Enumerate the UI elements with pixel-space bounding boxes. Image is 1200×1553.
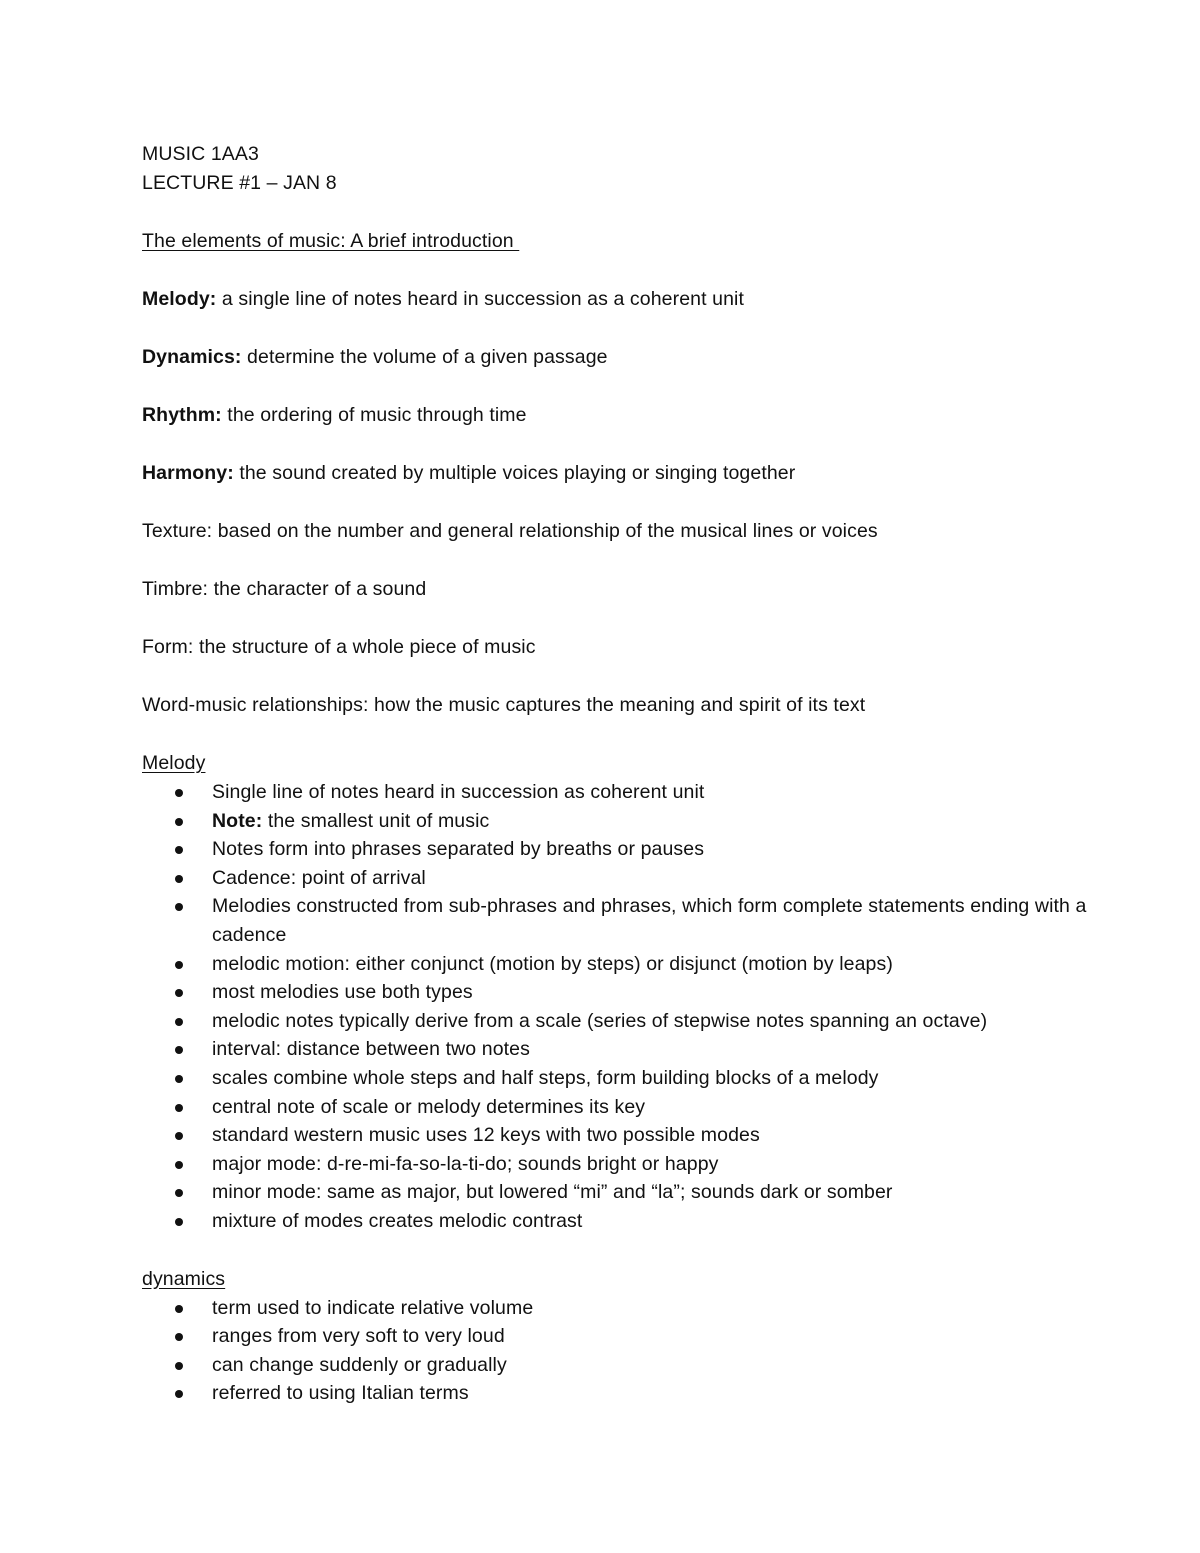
dynamics-heading: dynamics xyxy=(142,1267,226,1290)
melody-heading: Melody xyxy=(142,752,206,774)
list-item xyxy=(142,1093,1102,1122)
spacer xyxy=(142,720,1102,749)
bullet-dot-icon xyxy=(175,1046,183,1054)
definition-term: Word-music relationships: xyxy=(142,694,369,716)
definition-item xyxy=(142,691,1102,720)
definition-term: Dynamics: xyxy=(142,346,242,368)
list-item-text: the smallest unit of music xyxy=(262,809,490,832)
list-item xyxy=(142,807,1102,836)
definition-item xyxy=(142,517,1102,546)
dynamics-bullet-list xyxy=(142,1294,1102,1408)
definition-term: Rhythm: xyxy=(142,404,222,426)
bullet-dot-icon xyxy=(175,1362,183,1370)
bullet-dot-icon xyxy=(175,789,183,797)
list-item xyxy=(142,1379,1102,1408)
list-item xyxy=(142,1150,1102,1179)
bullet-dot-icon xyxy=(175,875,183,883)
list-item xyxy=(142,864,1102,893)
list-item-text: Cadence: point of arrival xyxy=(212,866,426,889)
bullet-dot-icon xyxy=(175,1305,183,1313)
bullet-dot-icon xyxy=(175,1132,183,1140)
list-item-text: referred to using Italian terms xyxy=(212,1382,469,1405)
list-item xyxy=(142,950,1102,979)
spacer xyxy=(142,1236,1102,1265)
definition-item xyxy=(142,401,1102,430)
definition-item xyxy=(142,285,1102,314)
list-item-text: Melodies constructed from sub-phrases and phrases, which form complete statements ending with a cadence xyxy=(212,895,1087,946)
bullet-dot-icon xyxy=(175,961,183,969)
list-item xyxy=(142,1207,1102,1236)
list-item-text: melodic motion: either conjunct (motion by steps) or disjunct (motion by leaps) xyxy=(212,952,893,975)
list-item-text: melodic notes typically derive from a scale (series of stepwise notes spanning an octave) xyxy=(212,1009,988,1032)
list-item-text: central note of scale or melody determines its key xyxy=(212,1095,646,1118)
list-item-text: most melodies use both types xyxy=(212,981,473,1004)
definition-text: how the music captures the meaning and spirit of its text xyxy=(368,694,866,716)
list-item-text: Notes form into phrases separated by breaths or pauses xyxy=(212,838,705,861)
definition-text: the ordering of music through time xyxy=(221,404,527,426)
list-item-text: can change suddenly or gradually xyxy=(212,1353,507,1376)
list-item xyxy=(142,1035,1102,1064)
definition-term: Texture: xyxy=(142,520,213,542)
bullet-dot-icon xyxy=(175,989,183,997)
definition-text: determine the volume of a given passage xyxy=(241,346,608,368)
list-item xyxy=(142,1121,1102,1150)
spacer xyxy=(142,198,1102,227)
list-item-text: interval: distance between two notes xyxy=(212,1038,530,1061)
list-item xyxy=(142,778,1102,807)
bullet-dot-icon xyxy=(175,1104,183,1112)
definition-text: a single line of notes heard in succession as a coherent unit xyxy=(216,288,744,310)
bullet-dot-icon xyxy=(175,1218,183,1226)
list-item xyxy=(142,1351,1102,1380)
list-item xyxy=(142,1322,1102,1351)
definition-term: Form: xyxy=(142,636,194,658)
lecture-title: LECTURE #1 – JAN 8 xyxy=(142,172,337,194)
bullet-dot-icon xyxy=(175,1075,183,1083)
intro-heading: The elements of music: A brief introduction xyxy=(142,230,520,252)
list-item xyxy=(142,1294,1102,1323)
definition-item xyxy=(142,575,1102,604)
definition-term: Melody: xyxy=(142,288,217,310)
list-item-term: Note: xyxy=(212,809,263,832)
bullet-dot-icon xyxy=(175,818,183,826)
bullet-dot-icon xyxy=(175,1018,183,1026)
list-item-text: standard western music uses 12 keys with two possible modes xyxy=(212,1124,760,1147)
melody-bullet-list xyxy=(142,778,1102,1236)
definition-item xyxy=(142,343,1102,372)
definition-item xyxy=(142,633,1102,662)
list-item-text: ranges from very soft to very loud xyxy=(212,1325,505,1348)
list-item xyxy=(142,1178,1102,1207)
bullet-dot-icon xyxy=(175,846,183,854)
definition-term: Harmony: xyxy=(142,462,234,484)
list-item xyxy=(142,892,1102,949)
list-item-text: major mode: d-re-mi-fa-so-la-ti-do; sounds bright or happy xyxy=(212,1152,719,1175)
course-title: MUSIC 1AA3 xyxy=(142,143,259,165)
list-item xyxy=(142,835,1102,864)
list-item xyxy=(142,978,1102,1007)
document-page xyxy=(142,140,1102,1408)
definition-term: Timbre: xyxy=(142,578,209,600)
list-item-text: term used to indicate relative volume xyxy=(212,1296,534,1319)
list-item-text: mixture of modes creates melodic contrast xyxy=(212,1209,583,1232)
list-item-text: scales combine whole steps and half steps, form building blocks of a melody xyxy=(212,1066,879,1089)
bullet-dot-icon xyxy=(175,1390,183,1398)
definition-text: based on the number and general relationship of the musical lines or voices xyxy=(212,520,878,542)
bullet-dot-icon xyxy=(175,1333,183,1341)
bullet-dot-icon xyxy=(175,903,183,911)
list-item-text: minor mode: same as major, but lowered “mi” and “la”; sounds dark or somber xyxy=(212,1181,893,1204)
bullet-dot-icon xyxy=(175,1161,183,1169)
definitions-list xyxy=(142,285,1102,720)
definition-text: the character of a sound xyxy=(208,578,427,600)
list-item-text: Single line of notes heard in succession as coherent unit xyxy=(212,781,705,803)
definition-text: the sound created by multiple voices playing or singing together xyxy=(233,462,796,484)
list-item xyxy=(142,1064,1102,1093)
definition-item xyxy=(142,459,1102,488)
list-item xyxy=(142,1007,1102,1036)
definition-text: the structure of a whole piece of music xyxy=(193,636,536,658)
bullet-dot-icon xyxy=(175,1189,183,1197)
